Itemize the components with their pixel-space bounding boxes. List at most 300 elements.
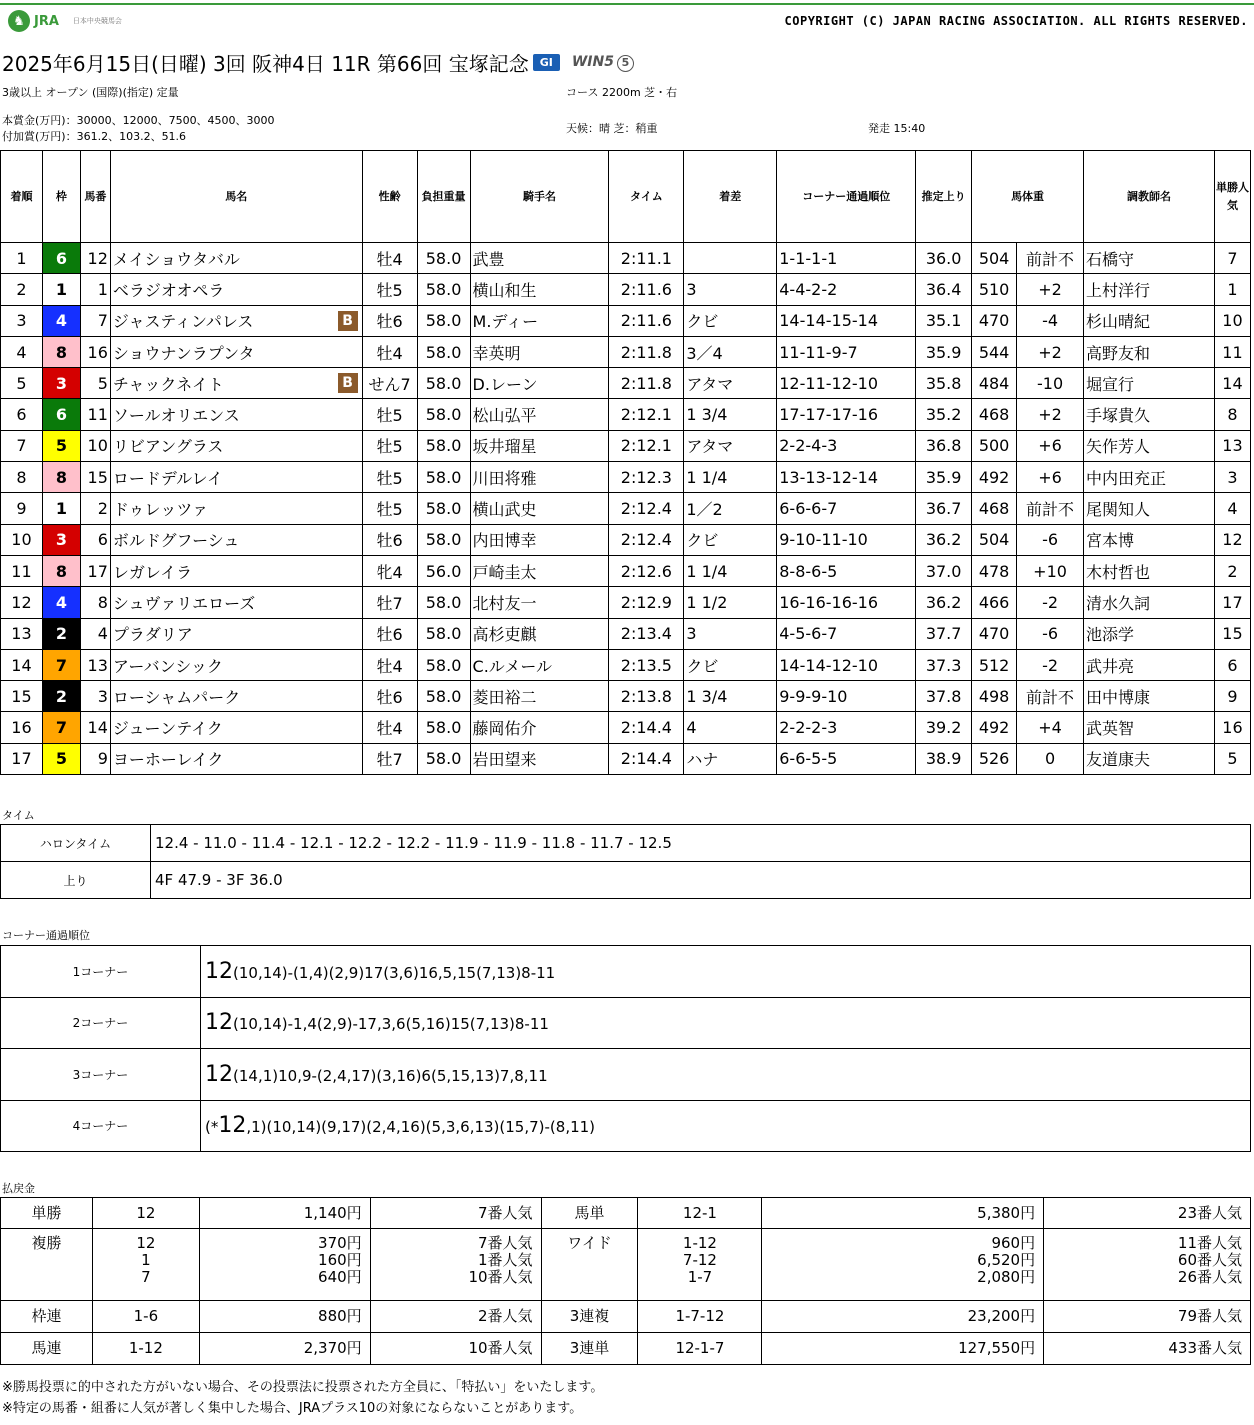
result-bodyweight-diff: 前計不 [1017,243,1084,274]
result-time: 2:13.5 [609,649,684,680]
payout-yen-line: 880円 [318,1307,362,1325]
result-bodyweight-diff: -6 [1017,524,1084,555]
result-bodyweight: 526 [972,743,1017,774]
horse-name-text[interactable]: リビアングラス [112,437,224,457]
result-time: 2:12.4 [609,493,684,524]
result-bodyweight: 510 [972,274,1017,305]
table-row [1,712,1251,743]
jra-logo[interactable] [8,10,122,32]
payout-yen-line: 1,140円 [303,1203,362,1222]
result-bodyweight: 500 [972,430,1017,461]
result-bodyweight: 470 [972,618,1017,649]
payout-popularity [370,1198,541,1229]
result-jockey[interactable]: 内田博幸 [470,524,609,555]
result-margin: 3／4 [684,336,777,367]
result-agari: 35.9 [916,462,972,493]
result-popularity: 13 [1214,430,1250,461]
result-jockey[interactable]: M.ディー [470,305,609,336]
result-weight: 58.0 [417,274,470,305]
corner-order-rest: (10,14)-(1,4)(2,9)17(3,6)16,5,15(7,13)8-11 [233,963,556,982]
result-margin: 1 1/4 [684,462,777,493]
result-agari: 36.2 [916,587,972,618]
result-time: 2:14.4 [609,712,684,743]
payout-pop-line: 11番人気 [1177,1234,1242,1252]
payout-nums-line: 1 [141,1251,151,1269]
blinker-badge: B [338,311,358,331]
horse-name-text[interactable]: メイショウタバル [112,249,240,269]
result-rank: 14 [1,649,43,680]
result-waku: 7 [42,649,80,680]
result-agari: 37.7 [916,618,972,649]
result-jockey[interactable]: 坂井瑠星 [470,430,609,461]
result-margin: クビ [684,649,777,680]
col-time: タイム [609,151,684,243]
col-bodyweight: 馬体重 [972,151,1084,243]
result-horse-num: 12 [80,243,110,274]
result-trainer[interactable]: 堀宣行 [1084,368,1215,399]
result-horse-name[interactable] [110,649,362,680]
payout-yen-line: 23,200円 [967,1307,1036,1325]
payout-type-sanrentan: 3連単 [541,1333,638,1365]
result-bodyweight: 512 [972,649,1017,680]
result-weight: 58.0 [417,305,470,336]
corner-order-lead: 12 [205,1061,233,1087]
corner-order-pre: (* [205,1118,219,1137]
payout-nums-line: 12-1-7 [675,1339,725,1357]
result-time: 2:11.1 [609,243,684,274]
result-horse-num: 9 [80,743,110,774]
result-popularity: 6 [1214,649,1250,680]
result-weight: 58.0 [417,618,470,649]
payout-type-fukusho: 複勝 [1,1229,93,1301]
result-horse-num: 8 [80,587,110,618]
col-jockey: 騎手名 [470,151,609,243]
corner-label: 2コーナー [1,997,201,1049]
payout-yen-line: 960円 [991,1234,1036,1252]
result-popularity: 10 [1214,305,1250,336]
result-margin: ハナ [684,743,777,774]
result-trainer[interactable]: 木村哲也 [1084,555,1215,586]
payout-nums-line: 1-12 [128,1339,163,1357]
result-waku: 6 [42,243,80,274]
payout-pop-line: 7番人気 [478,1234,533,1252]
result-agari: 36.8 [916,430,972,461]
result-time: 2:12.1 [609,399,684,430]
win5-number: 5 [617,55,634,72]
result-bodyweight: 492 [972,712,1017,743]
laps-last-value: 4F 47.9 - 3F 36.0 [151,862,1251,899]
results-table [0,150,1251,775]
payout-type-wide: ワイド [541,1229,638,1301]
result-horse-name[interactable] [110,743,362,774]
corners-section-label: コーナー通過順位 [2,929,90,942]
result-horse-name[interactable] [110,681,362,712]
result-jockey[interactable]: 武豊 [470,243,609,274]
table-row [1,555,1251,586]
table-row [1,274,1251,305]
result-agari: 35.2 [916,399,972,430]
payout-popularity [1044,1198,1251,1229]
payout-pop-line: 79番人気 [1177,1307,1242,1325]
horse-name-text[interactable]: ベラジオオペラ [112,280,225,300]
result-popularity: 1 [1214,274,1250,305]
result-horse-name[interactable] [110,305,362,336]
result-trainer[interactable]: 田中博康 [1084,681,1215,712]
result-jockey[interactable]: 藤岡佑介 [470,712,609,743]
payout-nums-line: 1-7 [687,1268,713,1286]
result-time: 2:12.9 [609,587,684,618]
note-2: ※特定の馬番・組番に人気が著しく集中した場合、JRAプラス10の対象にならないことがあります。 [2,1401,583,1416]
corner-order-rest: (14,1)10,9-(2,4,17)(3,16)6(5,15,13)7,8,11 [233,1066,548,1085]
result-bodyweight-diff: 前計不 [1017,681,1084,712]
result-margin: 3 [684,274,777,305]
payouts-table [0,1197,1251,1365]
result-trainer[interactable]: 石橋守 [1084,243,1215,274]
table-row [1,681,1251,712]
payout-row [1,1301,1251,1333]
result-bodyweight-diff: -10 [1017,368,1084,399]
result-waku: 4 [42,305,80,336]
result-popularity: 12 [1214,524,1250,555]
result-horse-name[interactable] [110,618,362,649]
result-corner: 4-5-6-7 [777,618,916,649]
result-popularity: 15 [1214,618,1250,649]
payout-type-wakuren: 枠連 [1,1301,93,1333]
result-trainer[interactable]: 手塚貴久 [1084,399,1215,430]
result-time: 2:14.4 [609,743,684,774]
payout-nums-line: 12-1 [682,1203,717,1222]
table-row [1,524,1251,555]
result-horse-name[interactable] [110,555,362,586]
result-jockey[interactable]: 菱田裕二 [470,681,609,712]
corner-order [201,946,1251,998]
result-horse-name[interactable] [110,399,362,430]
result-horse-name[interactable] [110,493,362,524]
horse-name-text[interactable]: ショウナンラプンタ [112,343,255,363]
result-jockey[interactable]: 松山弘平 [470,399,609,430]
result-trainer[interactable]: 武井亮 [1084,649,1215,680]
result-weight: 58.0 [417,399,470,430]
table-row [1,430,1251,461]
horse-name-text[interactable]: シュヴァリエローズ [112,593,256,613]
result-jockey[interactable]: D.レーン [470,368,609,399]
result-waku: 1 [42,274,80,305]
result-rank: 5 [1,368,43,399]
result-horse-num: 3 [80,681,110,712]
result-bodyweight: 544 [972,336,1017,367]
result-waku: 2 [42,618,80,649]
col-name: 馬名 [110,151,362,243]
result-trainer[interactable]: 中内田充正 [1084,462,1215,493]
result-sexage: 牡4 [362,243,417,274]
result-corner: 6-6-6-7 [777,493,916,524]
payout-pop-line: 60番人気 [1177,1251,1242,1269]
horse-name-text[interactable]: ボルドグフーシュ [112,531,240,551]
result-time: 2:12.3 [609,462,684,493]
result-horse-name[interactable] [110,336,362,367]
horse-name-text[interactable]: ヨーホーレイク [112,750,224,770]
win5-icon [572,54,634,72]
result-margin: アタマ [684,430,777,461]
laps-furlong-label: ハロンタイム [1,825,151,862]
corner-order-rest: (10,14)-1,4(2,9)-17,3,6(5,16)15(7,13)8-11 [233,1015,549,1034]
col-margin: 着差 [684,151,777,243]
payout-combination [92,1301,199,1333]
payout-nums-line: 1-7-12 [675,1307,725,1325]
race-course: コース 2200m 芝・右 [566,86,678,99]
result-trainer[interactable]: 宮本博 [1084,524,1215,555]
result-rank: 4 [1,336,43,367]
payout-yen-line: 5,380円 [977,1203,1036,1222]
payout-amount [199,1198,370,1229]
payout-combination [638,1229,762,1301]
jra-logo-icon: ♞ [8,10,30,32]
result-jockey[interactable]: 川田将雅 [470,462,609,493]
race-bonus: 付加賞(万円)：361.2、103.2、51.6 [2,130,187,143]
result-bodyweight: 484 [972,368,1017,399]
result-horse-num: 16 [80,336,110,367]
corners-body [1,946,1251,1152]
result-waku: 3 [42,524,80,555]
result-bodyweight-diff: +2 [1017,274,1084,305]
result-bodyweight-diff: 前計不 [1017,493,1084,524]
result-margin: クビ [684,524,777,555]
payout-popularity [370,1229,541,1301]
table-row [1,493,1251,524]
grade-badge: GI [533,54,560,71]
result-sexage: 牡5 [362,430,417,461]
result-waku: 1 [42,493,80,524]
result-trainer[interactable]: 友道康夫 [1084,743,1215,774]
payout-nums-line: 7-12 [682,1251,717,1269]
laps-furlong-value: 12.4 - 11.0 - 11.4 - 12.1 - 12.2 - 12.2 - 11.9 - 11.9 - 11.8 - 11.7 - 12.5 [151,825,1251,862]
result-rank: 17 [1,743,43,774]
col-agari: 推定上り [916,151,972,243]
payout-pop-line: 26番人気 [1177,1268,1242,1286]
payout-yen-line: 2,080円 [977,1268,1036,1286]
result-time: 2:13.4 [609,618,684,649]
result-rank: 13 [1,618,43,649]
result-horse-num: 15 [80,462,110,493]
result-popularity: 3 [1214,462,1250,493]
table-row [1,399,1251,430]
result-trainer[interactable]: 杉山晴紀 [1084,305,1215,336]
result-horse-num: 1 [80,274,110,305]
result-sexage: 牡6 [362,524,417,555]
result-popularity: 16 [1214,712,1250,743]
result-corner: 14-14-15-14 [777,305,916,336]
col-corner: コーナー通過順位 [777,151,916,243]
race-title: 2025年6月15日(日曜) 3回 阪神4日 11R 第66回 宝塚記念 [2,52,529,76]
horse-name-text[interactable]: ロードデルレイ [112,468,223,488]
table-row [1,649,1251,680]
payout-yen-line: 370円 [318,1234,362,1252]
table-row [1,368,1251,399]
result-bodyweight-diff: +10 [1017,555,1084,586]
result-rank: 10 [1,524,43,555]
payout-popularity [1044,1229,1251,1301]
payout-amount [762,1333,1044,1365]
result-jockey[interactable]: C.ルメール [470,649,609,680]
corner-label: 4コーナー [1,1100,201,1152]
result-waku: 4 [42,587,80,618]
result-weight: 58.0 [417,462,470,493]
horse-name-text[interactable]: ソールオリエンス [112,406,240,426]
result-horse-num: 14 [80,712,110,743]
horse-name-text[interactable]: アーバンシック [112,656,223,676]
page-header [0,0,1254,40]
result-horse-name[interactable] [110,274,362,305]
horse-name-text[interactable]: レガレイラ [112,562,193,582]
result-horse-name[interactable] [110,524,362,555]
result-jockey[interactable]: 高杉吏麒 [470,618,609,649]
result-jockey[interactable]: 岩田望来 [470,743,609,774]
result-trainer[interactable]: 池添学 [1084,618,1215,649]
result-waku: 5 [42,743,80,774]
result-bodyweight-diff: 0 [1017,743,1084,774]
result-time: 2:11.6 [609,274,684,305]
result-horse-name[interactable] [110,712,362,743]
horse-name-text[interactable]: ジャスティンパレス [112,312,254,332]
result-bodyweight: 498 [972,681,1017,712]
result-weight: 58.0 [417,587,470,618]
result-bodyweight: 492 [972,462,1017,493]
payout-amount [762,1301,1044,1333]
result-horse-name[interactable] [110,462,362,493]
result-trainer[interactable]: 尾関知人 [1084,493,1215,524]
blinker-badge: B [338,373,358,393]
result-corner: 14-14-12-10 [777,649,916,680]
result-horse-num: 10 [80,430,110,461]
payout-combination [638,1333,762,1365]
result-jockey[interactable]: 横山和生 [470,274,609,305]
payout-pop-line: 10番人気 [468,1339,533,1357]
result-agari: 38.9 [916,743,972,774]
result-popularity: 7 [1214,243,1250,274]
result-trainer[interactable]: 武英智 [1084,712,1215,743]
result-waku: 5 [42,430,80,461]
result-trainer[interactable]: 高野友和 [1084,336,1215,367]
result-horse-name[interactable] [110,368,362,399]
result-trainer[interactable]: 上村洋行 [1084,274,1215,305]
payout-nums-line: 12 [136,1203,156,1222]
payouts-body [1,1198,1251,1365]
corner-order [201,1049,1251,1101]
result-horse-name[interactable] [110,587,362,618]
result-rank: 12 [1,587,43,618]
result-corner: 13-13-12-14 [777,462,916,493]
result-bodyweight-diff: -2 [1017,587,1084,618]
payout-yen-line: 127,550円 [958,1339,1036,1357]
result-rank: 7 [1,430,43,461]
payout-pop-line: 2番人気 [478,1307,533,1325]
table-row [1,305,1251,336]
result-popularity: 5 [1214,743,1250,774]
result-margin: クビ [684,305,777,336]
corner-order-lead: 12 [218,1113,247,1139]
result-sexage: 牡6 [362,618,417,649]
result-sexage: 牡6 [362,305,417,336]
result-trainer[interactable]: 矢作芳人 [1084,430,1215,461]
result-margin: アタマ [684,368,777,399]
result-sexage: 牡7 [362,743,417,774]
header-rule [0,3,1254,5]
payout-combination [638,1198,762,1229]
col-trainer: 調教師名 [1084,151,1215,243]
payout-pop-line: 1番人気 [478,1251,533,1269]
corner-row [1,1100,1251,1152]
result-horse-num: 5 [80,368,110,399]
result-sexage: 牡5 [362,493,417,524]
payout-row [1,1333,1251,1365]
result-jockey[interactable]: 横山武史 [470,493,609,524]
result-trainer[interactable]: 清水久詞 [1084,587,1215,618]
result-bodyweight: 468 [972,493,1017,524]
payout-popularity [370,1333,541,1365]
result-rank: 15 [1,681,43,712]
payout-popularity [1044,1333,1251,1365]
result-margin: 1 1/4 [684,555,777,586]
result-waku: 7 [42,712,80,743]
result-corner: 2-2-4-3 [777,430,916,461]
result-horse-num: 17 [80,555,110,586]
results-header-row [1,151,1251,243]
result-bodyweight: 504 [972,243,1017,274]
result-margin: 1／2 [684,493,777,524]
result-agari: 37.8 [916,681,972,712]
payout-amount [762,1198,1044,1229]
corner-label: 1コーナー [1,946,201,998]
horse-name-text[interactable]: ローシャムパーク [112,687,241,707]
payout-combination [92,1229,199,1301]
result-popularity: 4 [1214,493,1250,524]
laps-row-last [1,862,1251,899]
payout-type-umaren: 馬連 [1,1333,93,1365]
result-horse-num: 11 [80,399,110,430]
corner-row [1,997,1251,1049]
result-horse-name[interactable] [110,243,362,274]
result-jockey[interactable]: 幸英明 [470,336,609,367]
result-horse-name[interactable] [110,430,362,461]
result-jockey[interactable]: 北村友一 [470,587,609,618]
result-bodyweight: 466 [972,587,1017,618]
table-row [1,587,1251,618]
payout-pop-line: 23番人気 [1177,1203,1242,1222]
horse-name-text[interactable]: ジューンテイク [112,719,223,739]
result-waku: 8 [42,555,80,586]
payout-type-sanrenpuku: 3連複 [541,1301,638,1333]
result-weight: 58.0 [417,336,470,367]
result-waku: 3 [42,368,80,399]
result-bodyweight-diff: -2 [1017,649,1084,680]
result-rank: 11 [1,555,43,586]
result-weight: 58.0 [417,649,470,680]
result-corner: 8-8-6-5 [777,555,916,586]
payout-pop-line: 10番人気 [468,1268,533,1286]
payout-nums-line: 1-6 [133,1307,159,1325]
result-sexage: 牡4 [362,712,417,743]
horse-name-text[interactable]: プラダリア [112,625,193,645]
result-waku: 2 [42,681,80,712]
horse-name-text[interactable]: チャックネイト [112,374,224,394]
result-corner: 12-11-12-10 [777,368,916,399]
race-start: 発走 15:40 [868,122,926,135]
payout-pop-line: 433番人気 [1168,1339,1242,1357]
copyright: COPYRIGHT (C) JAPAN RACING ASSOCIATION. ALL RIGHTS RESERVED. [784,14,1248,28]
result-agari: 37.0 [916,555,972,586]
horse-name-text[interactable]: ドゥレッツァ [112,500,209,520]
result-jockey[interactable]: 戸崎圭太 [470,555,609,586]
